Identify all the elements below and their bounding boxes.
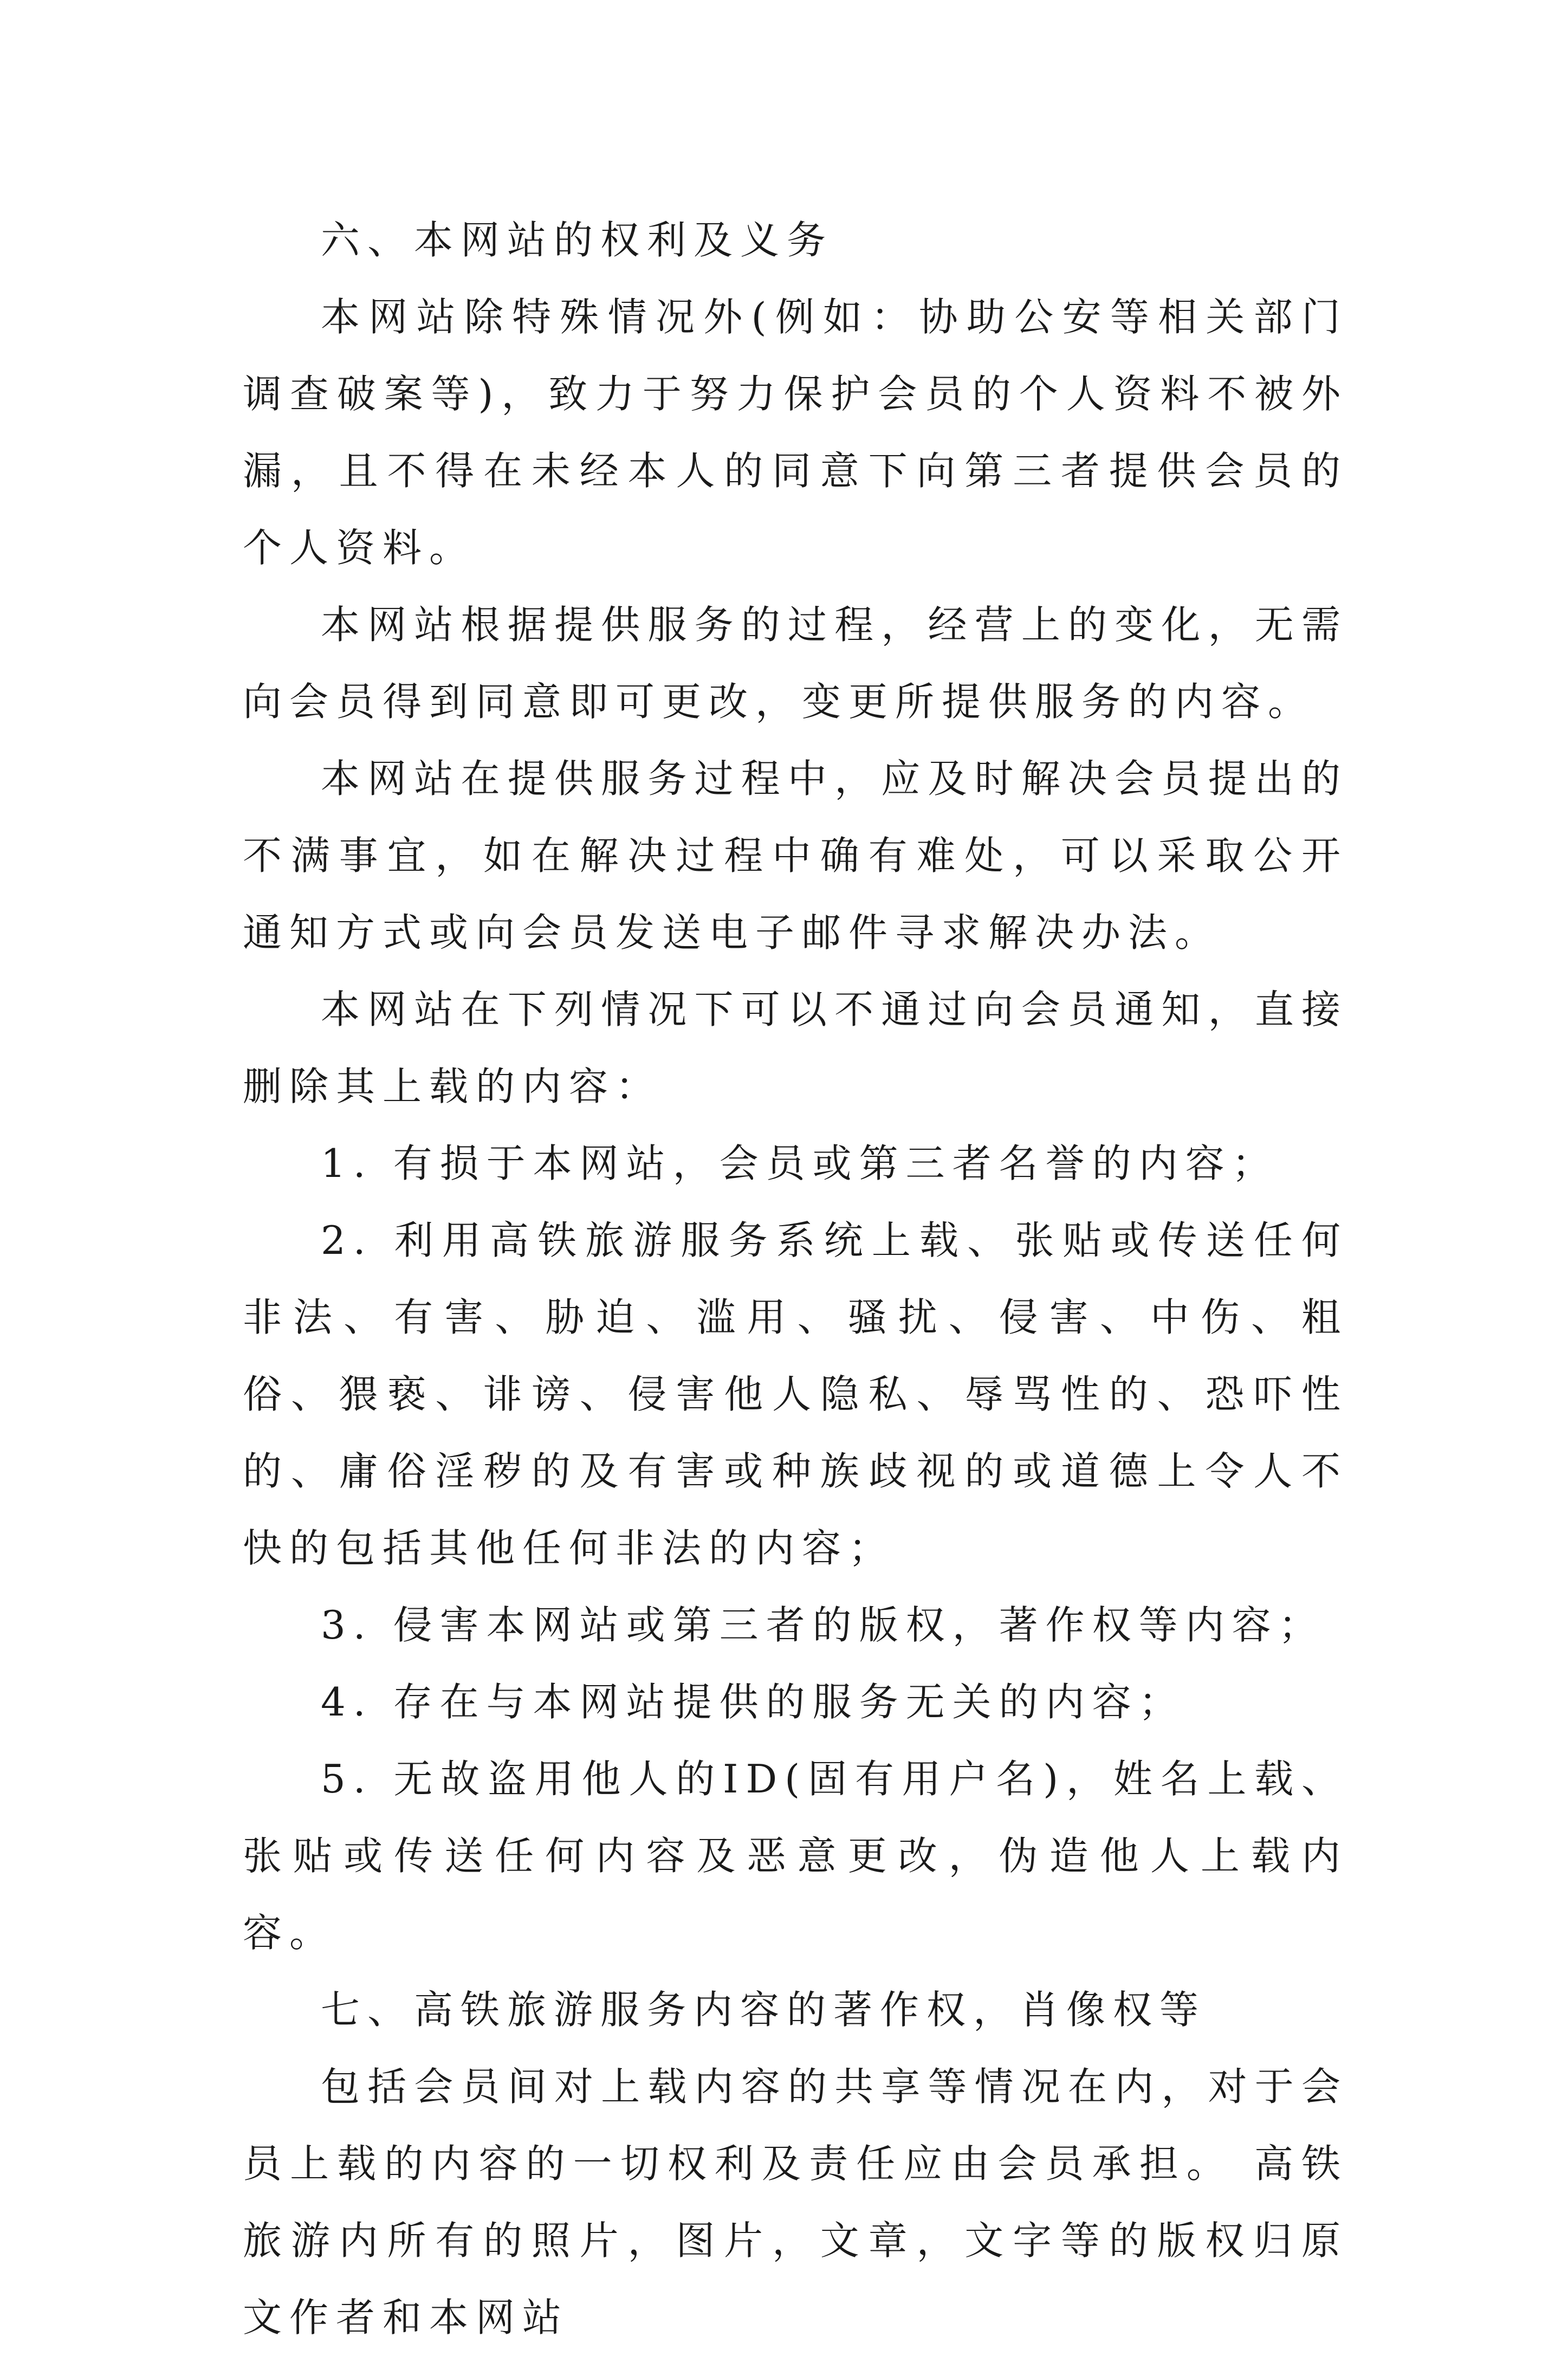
- paragraph-privacy: 本网站除特殊情况外(例如：协助公安等相关部门调查破案等)，致力于努力保护会员的个人资料不被外漏，且不得在未经本人的同意下向第三者提供会员的个人资料。: [243, 294, 1348, 571]
- list-item-4: 4. 存在与本网站提供的服务无关的内容；: [321, 1679, 1185, 1725]
- list-item-2: 2. 利用高铁旅游服务系统上载、张贴或传送任何非法、有害、胁迫、滥用、骚扰、侵害、中伤、粗俗、猥亵、诽谤、侵害他人隐私、辱骂性的、恐吓性的、庸俗淫秽的及有害或种族歧视的或道德上令人不快的包括其他任何非法的内容；: [243, 1218, 1348, 1571]
- paragraph-service-changes: 本网站根据提供服务的过程，经营上的变化，无需向会员得到同意即可更改，变更所提供服务的内容。: [243, 602, 1348, 724]
- list-item-3: 3. 侵害本网站或第三者的版权，著作权等内容；: [321, 1602, 1325, 1648]
- list-item-5: 5. 无故盗用他人的ID(固有用户名)，姓名上载、张贴或传送任何内容及恶意更改，伪造他人上载内容。: [243, 1756, 1348, 1956]
- paragraph-deletion-intro: 本网站在下列情况下可以不通过向会员通知，直接删除其上载的内容：: [243, 987, 1348, 1109]
- section-heading-copyright: 七、高铁旅游服务内容的著作权，肖像权等: [321, 1987, 1207, 2033]
- document-body: [243, 202, 1348, 2356]
- list-item-1: 1. 有损于本网站，会员或第三者名誉的内容；: [321, 1141, 1279, 1186]
- paragraph-complaints: 本网站在提供服务过程中，应及时解决会员提出的不满事宜，如在解决过程中确有难处，可以采取公开通知方式或向会员发送电子邮件寻求解决办法。: [243, 756, 1348, 955]
- section-heading-rights: 六、本网站的权利及义务: [321, 217, 834, 263]
- paragraph-copyright: 包括会员间对上载内容的共享等情况在内，对于会员上载的内容的一切权利及责任应由会员承担。 高铁旅游内所有的照片，图片，文章，文字等的版权归原文作者和本网站: [243, 2064, 1348, 2340]
